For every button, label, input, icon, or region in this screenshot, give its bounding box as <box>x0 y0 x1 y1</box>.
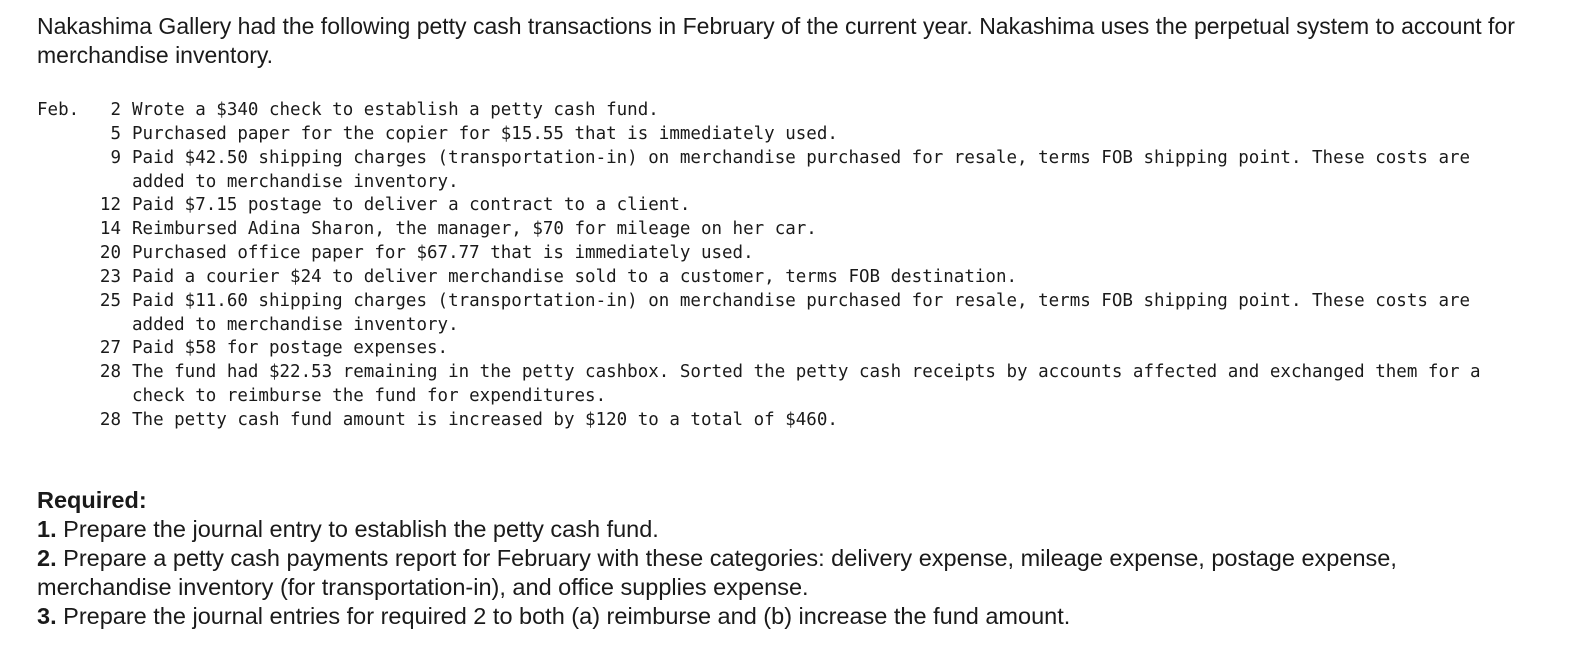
transaction-text: Wrote a $340 check to establish a petty cash fund. <box>132 100 659 120</box>
transaction-day: 25 <box>99 290 121 311</box>
transaction-row <box>37 99 1527 123</box>
transaction-text: The petty cash fund amount is increased by $120 to a total of $460. <box>132 409 838 430</box>
transaction-row <box>37 218 1527 242</box>
required-item <box>37 602 1537 631</box>
transaction-row <box>37 361 1527 409</box>
required-item-number: 1. <box>37 516 57 542</box>
transaction-list <box>37 99 1527 433</box>
transaction-day: 12 <box>99 195 121 216</box>
required-item <box>37 515 1537 544</box>
transaction-row <box>37 290 1527 338</box>
transaction-day: 5 <box>110 123 121 144</box>
transaction-row <box>37 337 1527 361</box>
transaction-day: 28 <box>99 409 121 430</box>
transaction-row <box>37 123 1527 147</box>
transaction-day: 9 <box>110 147 121 168</box>
transaction-row <box>37 194 1527 218</box>
required-item-number: 3. <box>37 603 57 629</box>
transaction-text: The fund had $22.53 remaining in the petty cashbox. Sorted the petty cash receipts by accounts affected and exchanged them for a check to reimburse the fund for expenditures. <box>132 362 1481 407</box>
transaction-row <box>37 409 1527 433</box>
transaction-day: 2 <box>110 100 121 120</box>
required-item-text: Prepare the journal entry to establish the petty cash fund. <box>63 516 659 542</box>
transaction-day: 28 <box>99 362 121 383</box>
transaction-day: 23 <box>99 266 121 287</box>
required-item <box>37 544 1537 602</box>
required-section <box>37 486 1537 631</box>
transaction-text: Paid $11.60 shipping charges (transportation-in) on merchandise purchased for resale, terms FOB shipping point. These costs are added to merchandise inventory. <box>132 290 1471 335</box>
transaction-text: Paid $42.50 shipping charges (transportation-in) on merchandise purchased for resale, terms FOB shipping point. These costs are added to merchandise inventory. <box>132 147 1471 192</box>
transaction-text: Reimbursed Adina Sharon, the manager, $70 for mileage on her car. <box>132 219 817 240</box>
transaction-text: Paid $7.15 postage to deliver a contract to a client. <box>132 195 691 216</box>
transaction-day: 27 <box>99 338 121 359</box>
transaction-day: 14 <box>99 219 121 240</box>
transaction-row <box>37 147 1527 195</box>
transaction-text: Paid a courier $24 to deliver merchandise sold to a customer, terms FOB destination. <box>132 266 1018 287</box>
month-label: Feb. <box>37 100 80 120</box>
transaction-text: Paid $58 for postage expenses. <box>132 338 449 359</box>
transaction-day: 20 <box>99 243 121 264</box>
required-item-number: 2. <box>37 545 57 571</box>
transaction-row <box>37 266 1527 290</box>
required-item-text: Prepare a petty cash payments report for February with these categories: delivery expense, mileage expense, postage expense, merchandise inventory (for transportation-in), and office supplies expense. <box>37 545 1397 600</box>
transaction-text: Purchased office paper for $67.77 that is immediately used. <box>132 243 754 264</box>
required-item-text: Prepare the journal entries for required 2 to both (a) reimburse and (b) increase the fund amount. <box>63 603 1071 629</box>
transaction-row <box>37 242 1527 266</box>
required-heading: Required: <box>37 487 147 513</box>
problem-intro: Nakashima Gallery had the following petty cash transactions in February of the current year. Nakashima uses the perpetual system to account for merchandise inventory. <box>37 13 1515 68</box>
transaction-text: Purchased paper for the copier for $15.55 that is immediately used. <box>132 123 838 144</box>
